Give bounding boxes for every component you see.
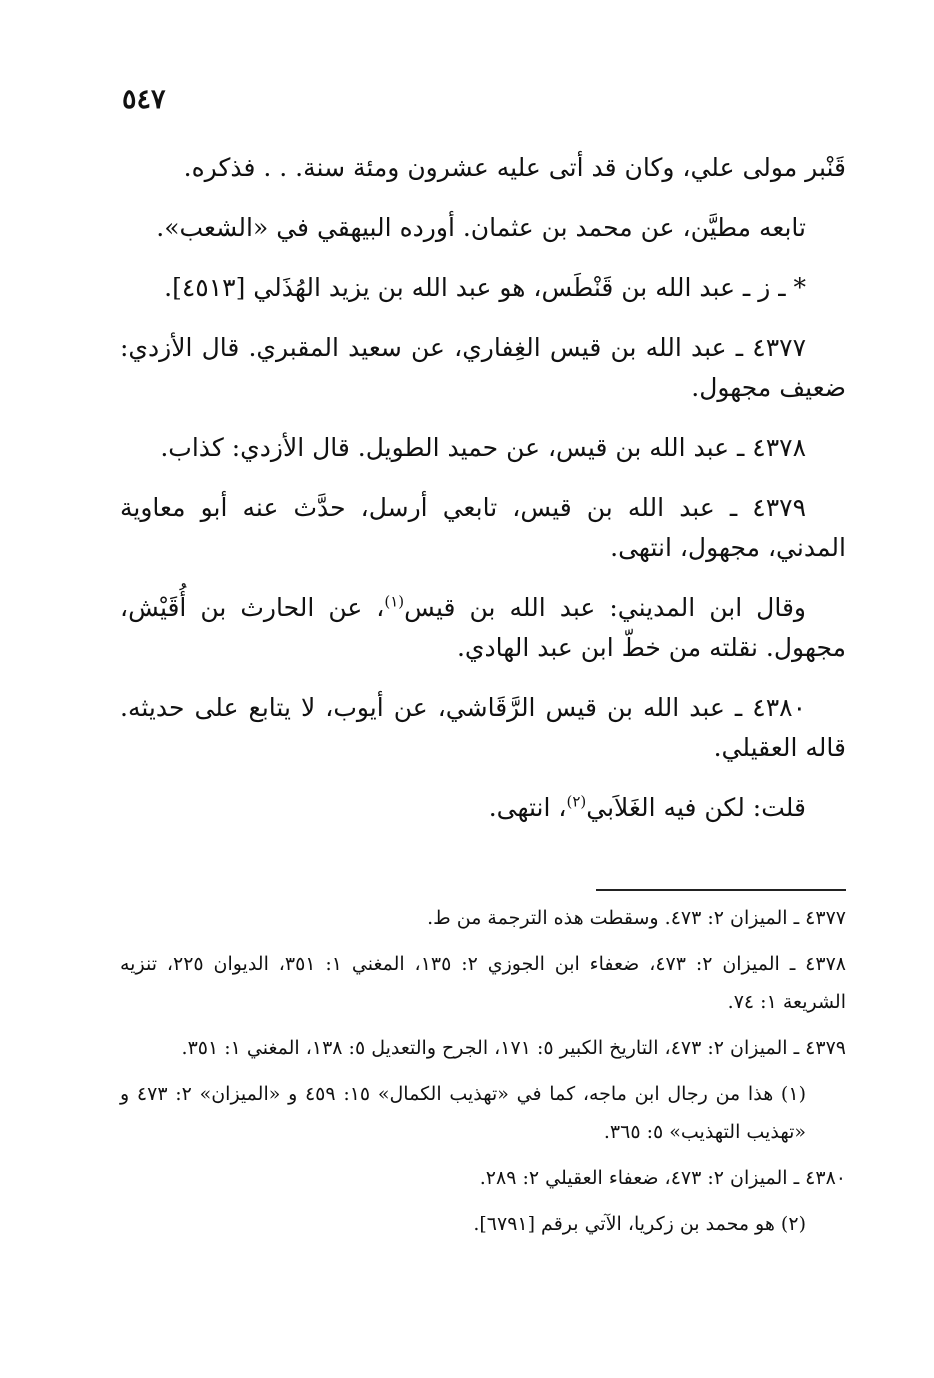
footnote-4377: ٤٣٧٧ ـ الميزان ٢: ٤٧٣. وسقطت هذه الترجمة من ط. <box>427 907 846 929</box>
footnotes <box>120 899 846 1251</box>
footnote-divider <box>596 889 846 891</box>
footnote-marker-2[interactable]: (٢) <box>566 792 587 811</box>
entry-4378: ٤٣٧٨ ـ عبد الله بن قيس، عن حميد الطويل. قال الأزدي: كذاب. <box>160 433 806 462</box>
entry-4377: ٤٣٧٧ ـ عبد الله بن قيس الغِفاري، عن سعيد المقبري. قال الأزدي: ضعيف مجهول. <box>120 333 846 402</box>
footnote-4380: ٤٣٨٠ ـ الميزان ٢: ٤٧٣، ضعفاء العقيلي ٢: ٢٨٩. <box>479 1167 846 1189</box>
main-text <box>120 148 846 848</box>
paragraph-text: وقال ابن المديني: عبد الله بن قيس <box>404 593 806 622</box>
footnote-1: (١) هذا من رجال ابن ماجه، كما في «تهذيب الكمال» ١٥: ٤٥٩ و «الميزان» ٢: ٤٧٣ و «تهذيب التهذيب» ٥: ٣٦٥. <box>120 1083 806 1143</box>
page-number: ٥٤٧ <box>122 84 166 115</box>
paragraph-text: ، عن الحارث بن أُقَيْش، مجهول. نقلته من خطّ ابن عبد الهادي. <box>120 593 846 662</box>
paragraph-text: ، انتهى. <box>488 793 567 822</box>
entry-4379: ٤٣٧٩ ـ عبد الله بن قيس، تابعي أرسل، حدَّث عنه أبو معاوية المدني، مجهول، انتهى. <box>120 493 846 562</box>
paragraph-comment <box>120 788 846 828</box>
footnote-4379: ٤٣٧٩ ـ الميزان ٢: ٤٧٣، التاريخ الكبير ٥: ١٧١، الجرح والتعديل ٥: ١٣٨، المغني ١: ٣٥١. <box>181 1037 846 1059</box>
paragraph-ibn-al-madini <box>120 588 846 668</box>
paragraph-text: قلت: لكن فيه الغَلاَبي <box>586 793 806 822</box>
paragraph-continuation: قَنْبر مولى علي، وكان قد أتى عليه عشرون ومئة سنة. . . فذكره. <box>183 153 846 182</box>
paragraph-follow-up: تابعه مطيَّن، عن محمد بن عثمان. أورده البيهقي في «الشعب». <box>156 213 806 242</box>
footnote-4378: ٤٣٧٨ ـ الميزان ٢: ٤٧٣، ضعفاء ابن الجوزي ٢: ١٣٥، المغني ١: ٣٥١، الديوان ٢٢٥، تنزيه الشريعة ١: ٧٤. <box>120 953 846 1013</box>
entry-4380: ٤٣٨٠ ـ عبد الله بن قيس الرَّقَاشي، عن أيوب، لا يتابع على حديثه. قاله العقيلي. <box>120 693 846 762</box>
entry-cross-reference: * ـ ز ـ عبد الله بن قَنْطَس، هو عبد الله بن يزيد الهُذَلي [٤٥١٣]. <box>164 273 806 302</box>
footnote-marker-1[interactable]: (١) <box>384 592 405 611</box>
footnote-2: (٢) هو محمد بن زكريا، الآتي برقم [٦٧٩١]. <box>473 1213 806 1235</box>
